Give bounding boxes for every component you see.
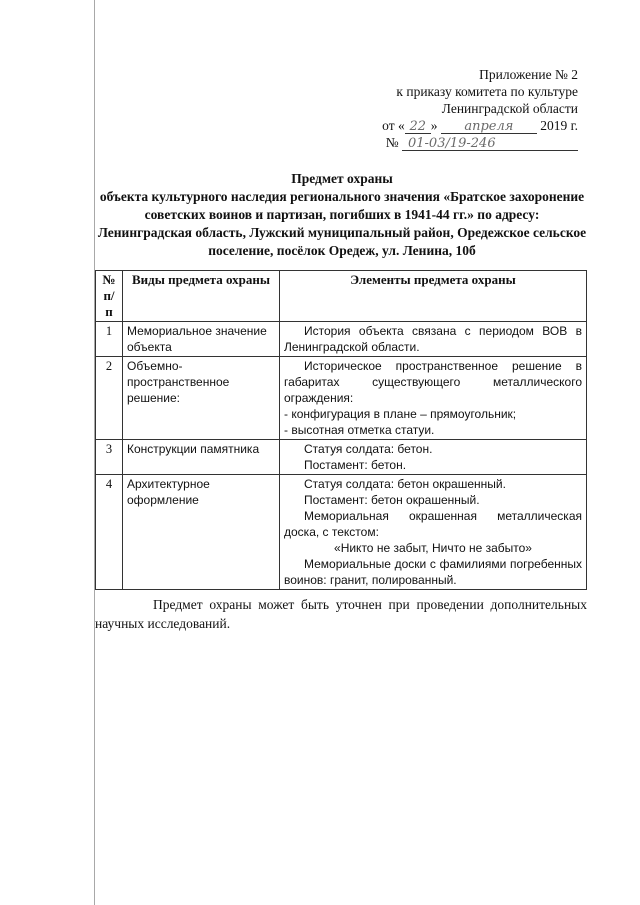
table-row: [96, 357, 587, 440]
element-line: Мемориальная окрашенная металлическая доска, с текстом:: [284, 509, 582, 539]
handwritten-number: 01-03/19-246: [408, 136, 496, 151]
row-kind: Мемориальное значение объекта: [123, 322, 280, 357]
row-kind: Конструкции памятника: [123, 440, 280, 475]
appendix-order: к приказу комитета по культуре: [396, 84, 578, 99]
element-line: Постамент: бетон.: [304, 458, 407, 472]
element-line: - высотная отметка статуи.: [284, 423, 435, 437]
row-num: 3: [96, 440, 123, 475]
table-row: [96, 440, 587, 475]
table-header-row: [96, 271, 587, 322]
appendix-block: [382, 66, 578, 151]
table-row: [96, 322, 587, 357]
footer-note: Предмет охраны может быть уточнен при проведении дополнительных научных исследований.: [95, 597, 587, 631]
element-line: Постамент: бетон окрашенный.: [304, 493, 480, 507]
row-num: 4: [96, 475, 123, 590]
table-row: [96, 475, 587, 590]
element-line: Историческое пространственное решение в габаритах существующего металлического ограждения:: [284, 359, 582, 405]
row-elements: [280, 475, 587, 590]
element-line: Мемориальные доски с фамилиями погребенных воинов: гранит, полированный.: [284, 557, 582, 587]
element-line: «Никто не забыт, Ничто не забыто»: [334, 541, 532, 555]
header-num: № п/п: [96, 271, 123, 322]
element-line: Статуя солдата: бетон.: [304, 442, 433, 456]
row-kind: Архитектурное оформление: [123, 475, 280, 590]
protection-table: [95, 270, 587, 590]
appendix-date: от « 22 » апреля 2019 г.: [382, 118, 578, 134]
handwritten-month: апреля: [464, 119, 514, 134]
handwritten-day: 22: [409, 119, 426, 134]
appendix-number: № 01-03/19-246: [382, 134, 578, 151]
appendix-title: Приложение № 2: [479, 67, 578, 82]
element-line: Статуя солдата: бетон окрашенный.: [304, 477, 506, 491]
row-elements: [280, 357, 587, 440]
element-line: - конфигурация в плане – прямоугольник;: [284, 407, 517, 421]
row-num: 2: [96, 357, 123, 440]
row-elements: [280, 440, 587, 475]
appendix-region: Ленинградской области: [441, 101, 578, 116]
row-elements: [280, 322, 587, 357]
header-elements: Элементы предмета охраны: [280, 271, 587, 322]
header-kind: Виды предмета охраны: [123, 271, 280, 322]
row-num: 1: [96, 322, 123, 357]
row-kind: Объемно-пространственное решение:: [123, 357, 280, 440]
element-line: История объекта связана с периодом ВОВ в Ленинградской области.: [284, 324, 582, 354]
document-title: Предмет охраны объекта культурного наследия регионального значения «Братское захоронение советских воинов и партизан, погибших в 1941-44 гг.» по адресу: Ленинградская область, Лужский муниципальный район, Оредежское сельское поселение, посёлок Оредеж, ул. Ленина, 10б: [97, 171, 587, 258]
